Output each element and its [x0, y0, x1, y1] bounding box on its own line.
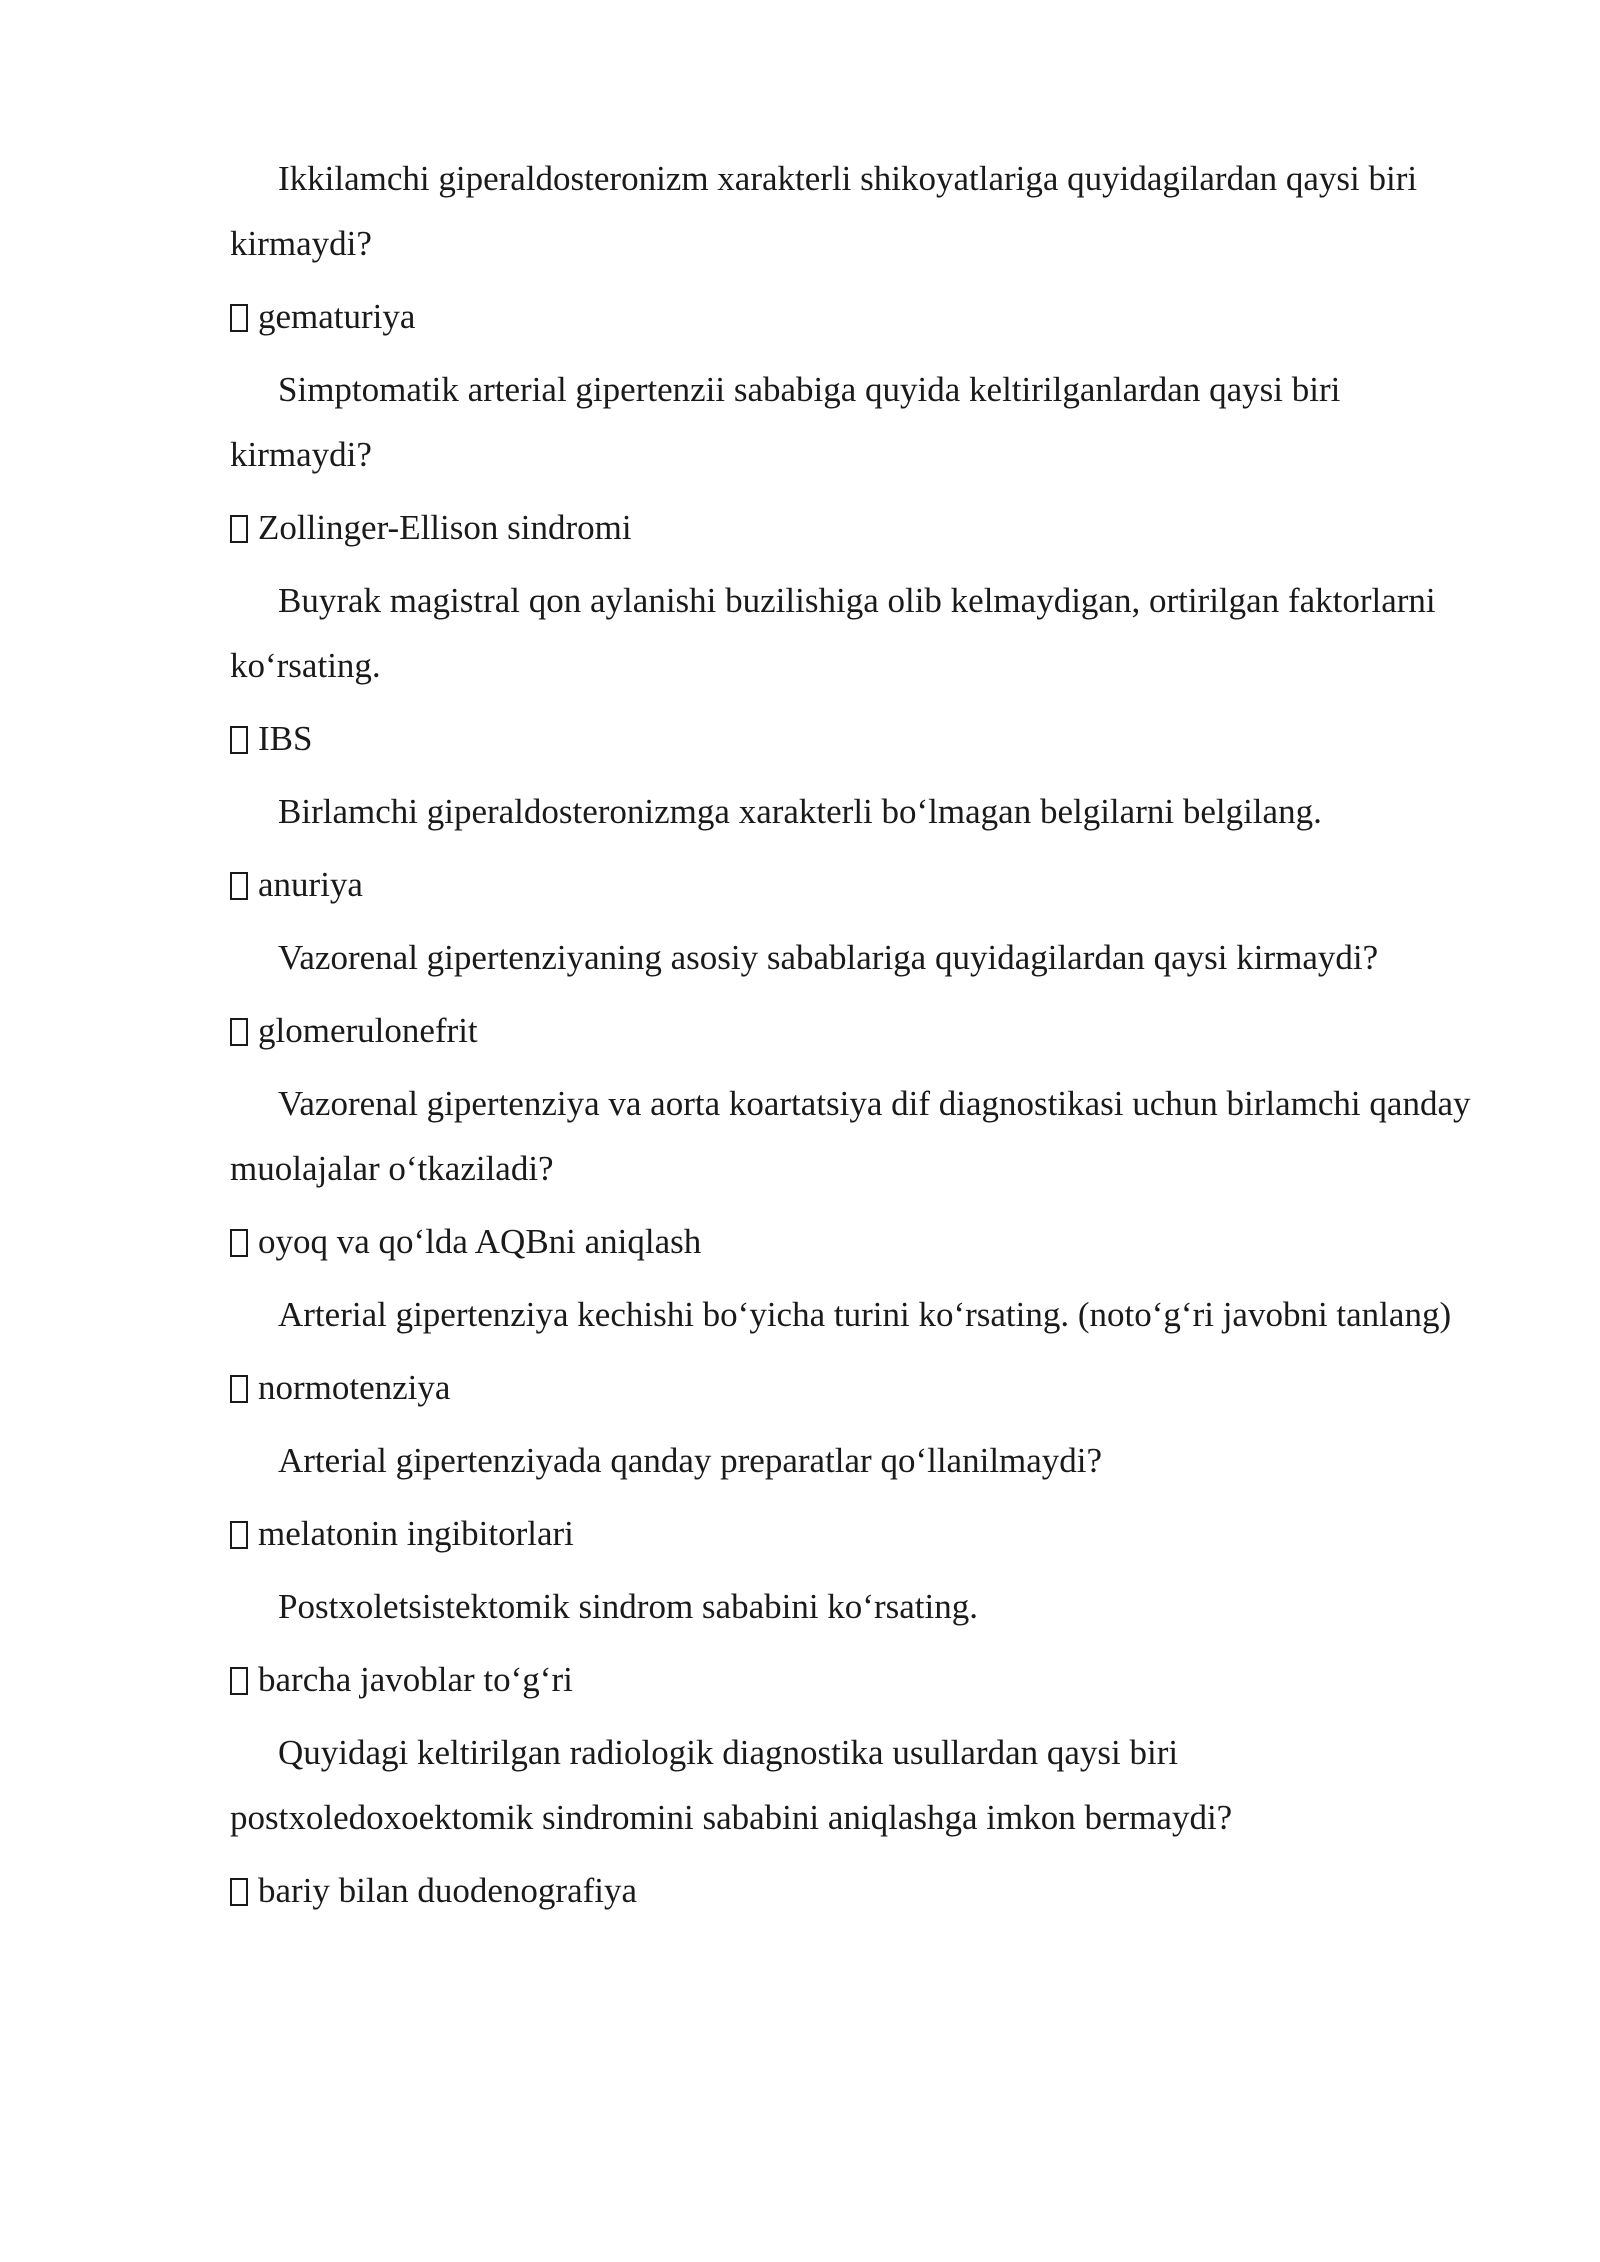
- answer-text: glomerulonefrit: [258, 1011, 478, 1050]
- answer-line: [230, 1858, 1480, 1923]
- qa-item-2: [230, 357, 1480, 560]
- missing-glyph-box-icon: [230, 1878, 248, 1906]
- question-text: Arterial gipertenziya kechishi bo‘yicha turini ko‘rsating. (noto‘g‘ri javobni tanlang): [278, 1295, 1452, 1334]
- missing-glyph-box-icon: [230, 1667, 248, 1695]
- question-text: Buyrak magistral qon aylanishi buzilishiga olib kelmaydigan, ortirilgan faktorlarni ko‘rsating.: [230, 581, 1436, 685]
- qa-item-10: [230, 1720, 1480, 1923]
- qa-item-6: [230, 1071, 1480, 1274]
- answer-text: barcha javoblar to‘g‘ri: [258, 1660, 573, 1699]
- missing-glyph-box-icon: [230, 1018, 248, 1046]
- missing-glyph-box-icon: [230, 726, 248, 754]
- qa-item-5: [230, 925, 1480, 1063]
- answer-line: [230, 706, 1480, 771]
- answer-text: gematuriya: [258, 297, 416, 336]
- question-text: Ikkilamchi giperaldosteronizm xarakterli shikoyatlariga quyidagilardan qaysi biri kirmaydi?: [230, 159, 1418, 263]
- question-text: Birlamchi giperaldosteronizmga xarakterli bo‘lmagan belgilarni belgilang.: [278, 792, 1322, 831]
- answer-line: [230, 1647, 1480, 1712]
- question-text: Vazorenal gipertenziyaning asosiy sabablariga quyidagilardan qaysi kirmaydi?: [278, 938, 1379, 977]
- document-page: [230, 146, 1480, 1931]
- answer-line: [230, 284, 1480, 349]
- missing-glyph-box-icon: [230, 1375, 248, 1403]
- question-text: Arterial gipertenziyada qanday preparatlar qo‘llanilmaydi?: [278, 1441, 1103, 1480]
- question-text: Simptomatik arterial gipertenzii sababiga quyida keltirilganlardan qaysi biri kirmaydi?: [230, 370, 1341, 474]
- question-text: Postxoletsistektomik sindrom sababini ko‘rsating.: [278, 1587, 978, 1626]
- answer-text: Zollinger-Ellison sindromi: [258, 508, 632, 547]
- answer-line: [230, 1501, 1480, 1566]
- qa-item-1: [230, 146, 1480, 349]
- qa-item-7: [230, 1282, 1480, 1420]
- answer-line: [230, 1355, 1480, 1420]
- answer-text: anuriya: [258, 865, 363, 904]
- missing-glyph-box-icon: [230, 304, 248, 332]
- qa-item-3: [230, 568, 1480, 771]
- missing-glyph-box-icon: [230, 872, 248, 900]
- answer-text: oyoq va qo‘lda AQBni aniqlash: [258, 1222, 702, 1261]
- missing-glyph-box-icon: [230, 515, 248, 543]
- answer-line: [230, 998, 1480, 1063]
- qa-item-4: [230, 779, 1480, 917]
- missing-glyph-box-icon: [230, 1229, 248, 1257]
- question-text: Vazorenal gipertenziya va aorta koartatsiya dif diagnostikasi uchun birlamchi qanday muolajalar o‘tkaziladi?: [230, 1084, 1471, 1188]
- answer-text: melatonin ingibitorlari: [258, 1514, 574, 1553]
- answer-text: bariy bilan duodenografiya: [258, 1871, 638, 1910]
- answer-text: IBS: [258, 719, 313, 758]
- answer-text: normotenziya: [258, 1368, 451, 1407]
- qa-item-9: [230, 1574, 1480, 1712]
- missing-glyph-box-icon: [230, 1521, 248, 1549]
- answer-line: [230, 495, 1480, 560]
- answer-line: [230, 852, 1480, 917]
- qa-item-8: [230, 1428, 1480, 1566]
- answer-line: [230, 1209, 1480, 1274]
- question-text: Quyidagi keltirilgan radiologik diagnostika usullardan qaysi biri postxoledoxoektomik sindromini sababini aniqlashga imkon bermaydi?: [230, 1733, 1233, 1837]
